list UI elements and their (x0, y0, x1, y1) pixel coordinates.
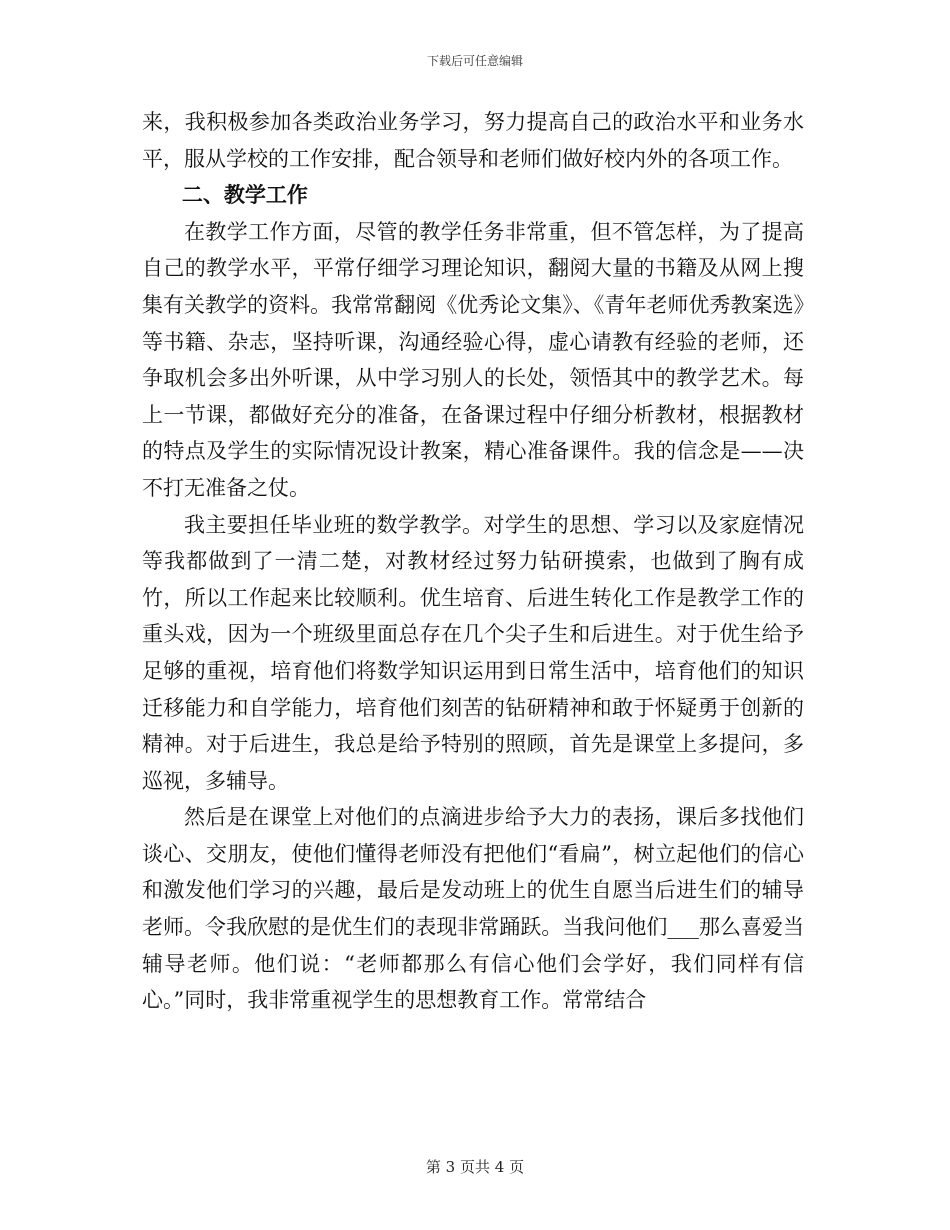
page-header-note: 下载后可任意编辑 (426, 54, 523, 68)
paragraph-continued: 来，我积极参加各类政治业务学习，努力提高自己的政治水平和业务水平，服从学校的工作安排，配合领导和老师们做好校内外的各项工作。 (142, 110, 804, 171)
page-number-footer: 第 3 页共 4 页 (425, 1158, 525, 1176)
paragraph-teaching-work: 在教学工作方面，尽管的教学任务非常重，但不管怎样，为了提高自己的教学水平，平常仔细学习理论知识，翻阅大量的书籍及从网上搜集有关教学的资料。我常常翻阅《优秀论文集》、《青年老师优秀教案选》等书籍、杂志，坚持听课，沟通经验心得，虚心请教有经验的老师，还争取机会多出外听课，从中学习别人的长处，领悟其中的教学艺术。每上一节课，都做好充分的准备，在备课过程中仔细分析教材，根据教材的特点及学生的实际情况设计教案，精心准备课件。我的信念是——决不打无准备之仗。 (142, 219, 804, 500)
section-heading: 二、教学工作 (181, 183, 308, 208)
paragraph-encouragement: 然后是在课堂上对他们的点滴进步给予大力的表扬，课后多找他们谈心、交朋友，使他们懂得老师没有把他们“看扁”，树立起他们的信心和激发他们学习的兴趣，最后是发动班上的优生自愿当后进生们的辅导老师。令我欣慰的是优生们的表现非常踊跃。当我问他们___那么喜爱当辅导老师。他们说：“老师都那么有信心他们会学好，我们同样有信心。”同时，我非常重视学生的思想教育工作。常常结合 (142, 805, 804, 1013)
document-body (142, 104, 804, 1019)
paragraph-graduating-class: 我主要担任毕业班的数学教学。对学生的思想、学习以及家庭情况等我都做到了一清二楚，对教材经过努力钻研摸索，也做到了胸有成竹，所以工作起来比较顺利。优生培育、后进生转化工作是教学工作的重头戏，因为一个班级里面总存在几个尖子生和后进生。对于优生给予足够的重视，培育他们将数学知识运用到日常生活中，培育他们的知识迁移能力和自学能力，培育他们刻苦的钻研精神和敢于怀疑勇于创新的精神。对于后进生，我总是给予特别的照顾，首先是课堂上多提问，多巡视，多辅导。 (142, 512, 804, 793)
